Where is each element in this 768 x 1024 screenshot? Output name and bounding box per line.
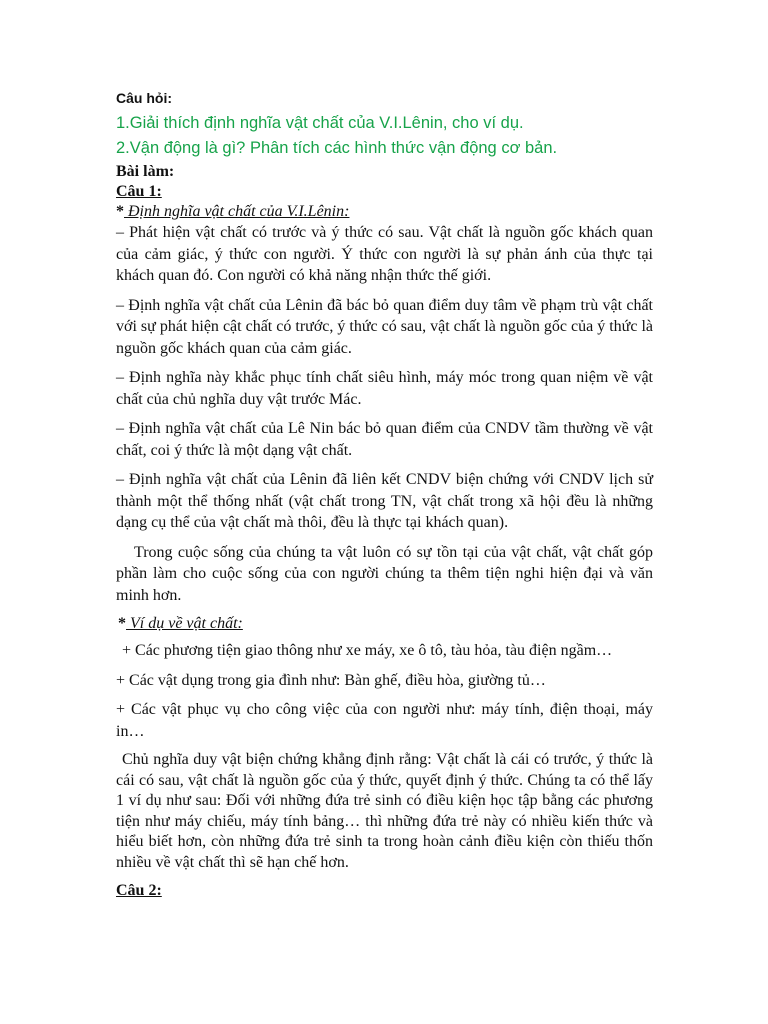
- answer-heading: Bài làm:: [116, 163, 175, 180]
- question-1: 1.Giải thích định nghĩa vật chất của V.I.Lênin, cho ví dụ.: [116, 114, 524, 132]
- cau-2-title: Câu 2:: [116, 882, 162, 899]
- question-2: 2.Vận động là gì? Phân tích các hình thức vận động cơ bản.: [116, 139, 558, 157]
- definition-paragraph-4: – Định nghĩa vật chất của Lê Nin bác bỏ quan điểm của CNDV tầm thường về vật chất, coi ý thức là một dạng vật chất.: [116, 420, 653, 459]
- definition-label: Định nghĩa vật chất của V.I.Lênin:: [124, 203, 350, 220]
- example-item-1: + Các phương tiện giao thông như xe máy, xe ô tô, tàu hỏa, tàu điện ngầm…: [122, 642, 613, 659]
- definition-paragraph-2: – Định nghĩa vật chất của Lênin đã bác bỏ quan điểm duy tâm về phạm trù vật chất với sự phát hiện cật chất có trước, ý thức có sau, vật chất là nguồn gốc của ý thức là nguồn gốc khách quan của cảm giác.: [116, 296, 653, 357]
- definition-star: *: [116, 203, 124, 220]
- definition-paragraph-3: – Định nghĩa này khắc phục tính chất siêu hình, máy móc trong quan niệm về vật chất của chủ nghĩa duy vật trước Mác.: [116, 369, 653, 408]
- definition-paragraph-5: – Định nghĩa vật chất của Lênin đã liên kết CNDV biện chứng với CNDV lịch sử thành một thể thống nhất (vật chất trong TN, vật chất trong xã hội đều là những dạng cụ thể của vật chất mà thôi, đều là thực tại khách quan).: [116, 471, 653, 531]
- definition-heading: [116, 202, 653, 222]
- life-paragraph: Trong cuộc sống của chúng ta vật luôn có sự tồn tại của vật chất, vật chất góp phần làm cho cuộc sống của con người chúng ta thêm tiện nghi hiện đại và văn minh hơn.: [116, 543, 653, 604]
- example-label: Ví dụ về vật chất:: [126, 615, 243, 632]
- example-heading: [116, 614, 653, 634]
- cau-1-title: Câu 1:: [116, 183, 162, 200]
- example-item-3: + Các vật phục vụ cho công việc của con người như: máy tính, điện thoại, máy in…: [116, 701, 653, 740]
- example-item-2: + Các vật dụng trong gia đình như: Bàn ghế, điều hòa, giường tủ…: [116, 671, 546, 689]
- questions-heading: Câu hỏi:: [116, 90, 172, 106]
- example-star: *: [118, 615, 126, 632]
- document-page: [116, 90, 653, 901]
- conclusion-paragraph: Chủ nghĩa duy vật biện chứng khẳng định rằng: Vật chất là cái có trước, ý thức là cái có sau, vật chất là nguồn gốc của ý thức, quyết định ý thức. Chúng ta có thể lấy 1 ví dụ như sau: Đối với những đứa trẻ sinh có điều kiện học tập bằng các phương tiện như máy chiếu, máy tính bảng… thì những đứa trẻ này có nhiều kiến thức và hiểu biết hơn, còn những đứa trẻ sinh ta trong hoàn cảnh điều kiện còn thiếu thốn nhiều về vật chất thì sẽ hạn chế hơn.: [116, 751, 653, 871]
- definition-paragraph-1: – Phát hiện vật chất có trước và ý thức có sau. Vật chất là nguồn gốc khách quan của cảm giác, ý thức con người. Ý thức con người là sự phản ánh của thực tại khách quan đó. Con người có khả năng nhận thức thế giới.: [116, 224, 653, 284]
